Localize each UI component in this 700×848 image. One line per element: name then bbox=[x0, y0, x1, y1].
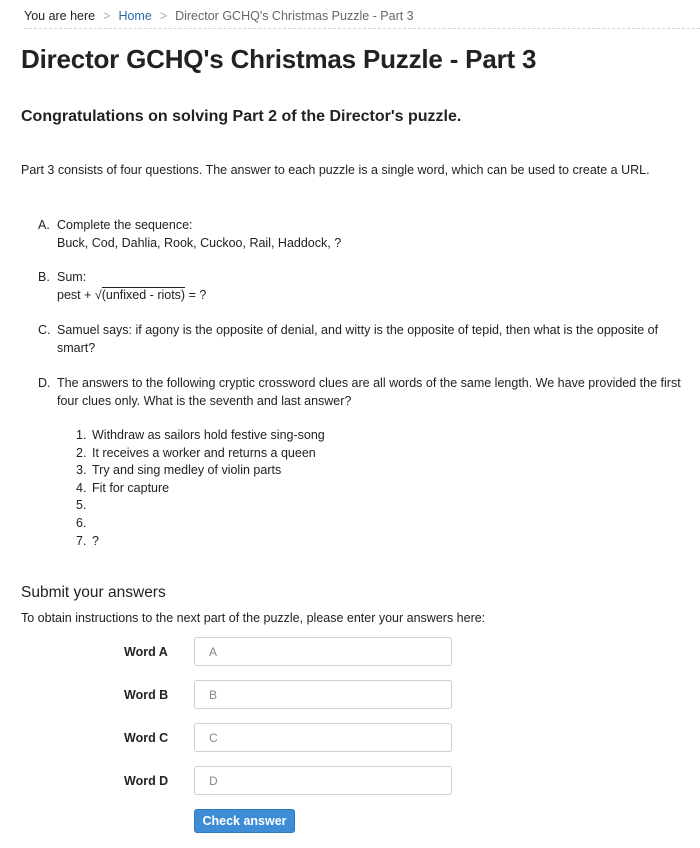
question-c bbox=[38, 321, 688, 357]
question-letter: B. bbox=[38, 270, 50, 284]
list-item bbox=[76, 533, 325, 551]
clue-text: ? bbox=[92, 533, 99, 548]
word-d-label: Word D bbox=[124, 774, 169, 788]
clue-text: Withdraw as sailors hold festive sing-song bbox=[92, 428, 325, 442]
question-d-line1: The answers to the following cryptic crossword clues are all words of the same length. We have provided the first bbox=[57, 376, 681, 390]
breadcrumb bbox=[24, 4, 700, 29]
word-c-label: Word C bbox=[124, 731, 169, 745]
submit-instructions: To obtain instructions to the next part of the puzzle, please enter your answers here: bbox=[21, 611, 486, 625]
list-item bbox=[76, 427, 325, 445]
list-item bbox=[76, 462, 325, 480]
clue-number: 1. bbox=[76, 428, 87, 442]
word-b-input[interactable] bbox=[194, 680, 452, 709]
word-c-input[interactable] bbox=[194, 723, 452, 752]
clue-number: 2. bbox=[76, 445, 87, 460]
check-answer-button[interactable]: Check answer bbox=[194, 809, 295, 833]
page-title: Director GCHQ's Christmas Puzzle - Part 3 bbox=[21, 44, 537, 74]
word-d-row bbox=[0, 766, 700, 796]
word-a-label: Word A bbox=[124, 645, 168, 659]
clue-number: 4. bbox=[76, 480, 87, 495]
clue-list bbox=[76, 427, 325, 550]
question-letter: A. bbox=[38, 218, 50, 232]
word-d-input[interactable] bbox=[194, 766, 452, 795]
intro-text: Part 3 consists of four questions. The answer to each puzzle is a single word, which can be used to create a URL. bbox=[21, 163, 650, 177]
breadcrumb-home-link[interactable]: Home bbox=[118, 9, 152, 23]
question-letter: C. bbox=[38, 323, 51, 337]
word-c-row bbox=[0, 723, 700, 753]
question-b-line1: Sum: bbox=[57, 270, 87, 284]
clue-number: 5. bbox=[76, 498, 87, 513]
list-item bbox=[76, 497, 325, 515]
formula-pre: pest + √ bbox=[57, 288, 102, 302]
word-a-row bbox=[0, 637, 700, 667]
submit-heading: Submit your answers bbox=[21, 584, 166, 601]
word-b-row bbox=[0, 680, 700, 710]
clue-number: 7. bbox=[76, 533, 87, 548]
breadcrumb-separator: > bbox=[159, 9, 168, 23]
word-b-label: Word B bbox=[124, 688, 169, 702]
clue-text: It receives a worker and returns a queen bbox=[92, 445, 316, 460]
question-a-line1: Complete the sequence: bbox=[57, 218, 193, 232]
question-a bbox=[38, 216, 688, 252]
clue-text: Try and sing medley of violin parts bbox=[92, 463, 282, 478]
list-item bbox=[76, 515, 325, 533]
formula-post: = ? bbox=[185, 288, 207, 302]
list-item bbox=[76, 445, 325, 463]
congratulations-heading: Congratulations on solving Part 2 of the Director's puzzle. bbox=[21, 108, 462, 125]
clue-number: 3. bbox=[76, 463, 87, 478]
breadcrumb-you-are-here: You are here bbox=[24, 9, 96, 23]
question-c-line1: Samuel says: if agony is the opposite of denial, and witty is the opposite of tepid, then what is the opposite of bbox=[57, 323, 659, 337]
clue-text: Fit for capture bbox=[92, 480, 170, 495]
question-a-line2: Buck, Cod, Dahlia, Rook, Cuckoo, Rail, Haddock, ? bbox=[57, 236, 342, 250]
word-a-input[interactable] bbox=[194, 637, 452, 666]
breadcrumb-current-page: Director GCHQ's Christmas Puzzle - Part 3 bbox=[175, 9, 414, 23]
breadcrumb-separator: > bbox=[103, 9, 111, 23]
formula-radicand: (unfixed - riots) bbox=[101, 288, 186, 302]
question-d bbox=[38, 374, 688, 410]
question-letter: D. bbox=[38, 376, 51, 390]
question-d-line2: four clues only. What is the seventh and last answer? bbox=[57, 394, 352, 408]
question-c-line2: smart? bbox=[57, 341, 96, 355]
question-b-formula bbox=[57, 286, 688, 304]
question-b bbox=[38, 268, 688, 304]
clue-number: 6. bbox=[76, 515, 87, 530]
list-item bbox=[76, 480, 325, 498]
